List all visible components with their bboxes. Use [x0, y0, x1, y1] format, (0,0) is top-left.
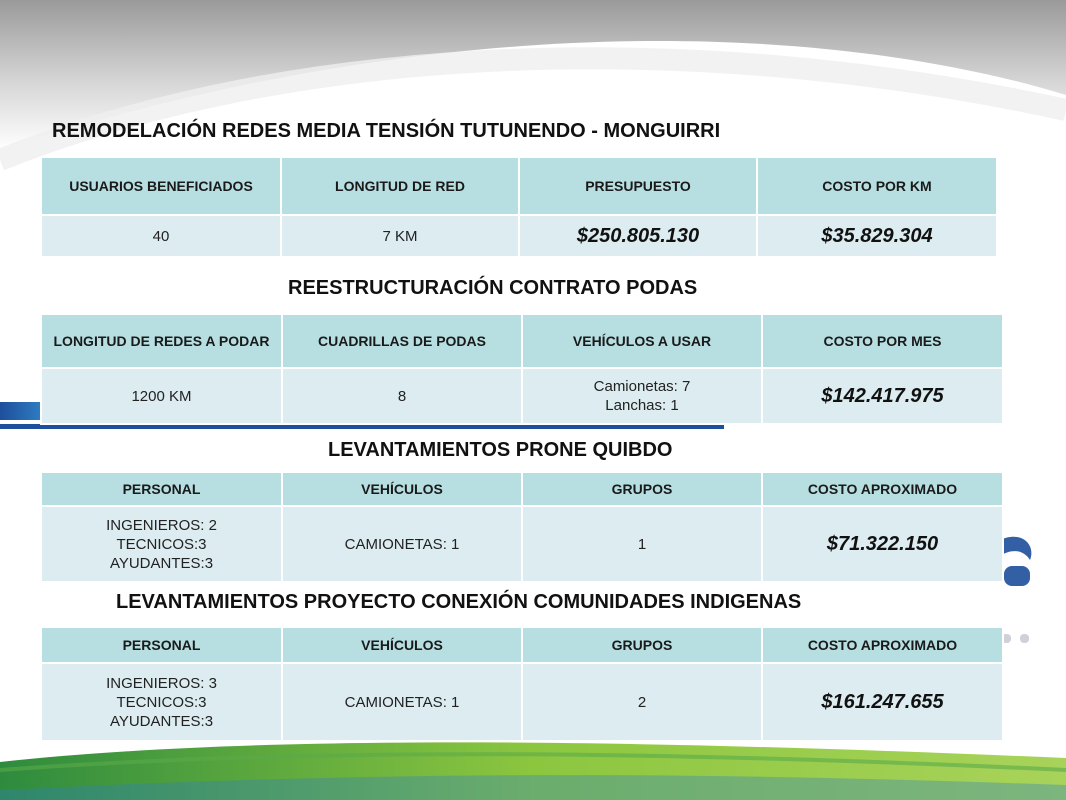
cell-usuarios: 40: [41, 215, 281, 257]
table-header-row: [41, 157, 997, 215]
section-2-title: REESTRUCTURACIÓN CONTRATO PODAS: [288, 277, 698, 299]
cell-costo-por-km: $35.829.304: [757, 215, 997, 257]
header-presupuesto: PRESUPUESTO: [519, 157, 757, 215]
header-longitud-redes-podar: LONGITUD DE REDES A PODAR: [41, 314, 282, 368]
section-4-title: LEVANTAMIENTOS PROYECTO CONEXIÓN COMUNIDADES INDIGENAS: [116, 591, 802, 613]
cell-vehiculos: Camionetas: 7 Lanchas: 1: [522, 368, 762, 424]
table-row: [41, 663, 1003, 741]
cell-costo-aproximado: $71.322.150: [762, 506, 1003, 582]
table-header-row: [41, 472, 1003, 506]
cell-grupos: 2: [522, 663, 762, 741]
header-costo-aproximado: COSTO APROXIMADO: [762, 627, 1003, 663]
section-1-table: [40, 156, 998, 258]
header-personal: PERSONAL: [41, 472, 282, 506]
table-row: [41, 506, 1003, 582]
section-1-title: REMODELACIÓN REDES MEDIA TENSIÓN TUTUNENDO - MONGUIRRI: [52, 120, 721, 142]
table-row: [41, 215, 997, 257]
header-costo-por-mes: COSTO POR MES: [762, 314, 1003, 368]
header-vehiculos: VEHÍCULOS: [282, 472, 522, 506]
header-vehiculos-a-usar: VEHÍCULOS A USAR: [522, 314, 762, 368]
table-row: [41, 368, 1003, 424]
cell-presupuesto: $250.805.130: [519, 215, 757, 257]
table-header-row: [41, 627, 1003, 663]
cell-personal: INGENIEROS: 2 TECNICOS:3 AYUDANTES:3: [41, 506, 282, 582]
header-vehiculos: VEHÍCULOS: [282, 627, 522, 663]
section-3-title: LEVANTAMIENTOS PRONE QUIBDO: [328, 439, 673, 461]
table-header-row: [41, 314, 1003, 368]
header-usuarios-beneficiados: USUARIOS BENEFICIADOS: [41, 157, 281, 215]
cell-longitud-redes: 1200 KM: [41, 368, 282, 424]
cell-longitud: 7 KM: [281, 215, 519, 257]
cell-costo-aproximado: $161.247.655: [762, 663, 1003, 741]
section-3-table: [40, 471, 1004, 583]
cell-cuadrillas: 8: [282, 368, 522, 424]
header-longitud-de-red: LONGITUD DE RED: [281, 157, 519, 215]
cell-vehiculos: CAMIONETAS: 1: [282, 506, 522, 582]
cell-grupos: 1: [522, 506, 762, 582]
header-cuadrillas-podas: CUADRILLAS DE PODAS: [282, 314, 522, 368]
header-grupos: GRUPOS: [522, 627, 762, 663]
header-grupos: GRUPOS: [522, 472, 762, 506]
section-4-table: [40, 626, 1004, 742]
header-costo-por-km: COSTO POR KM: [757, 157, 997, 215]
section-2-table: [40, 313, 1004, 425]
cell-personal: INGENIEROS: 3 TECNICOS:3 AYUDANTES:3: [41, 663, 282, 741]
header-costo-aproximado: COSTO APROXIMADO: [762, 472, 1003, 506]
cell-vehiculos: CAMIONETAS: 1: [282, 663, 522, 741]
header-personal: PERSONAL: [41, 627, 282, 663]
cell-costo-por-mes: $142.417.975: [762, 368, 1003, 424]
